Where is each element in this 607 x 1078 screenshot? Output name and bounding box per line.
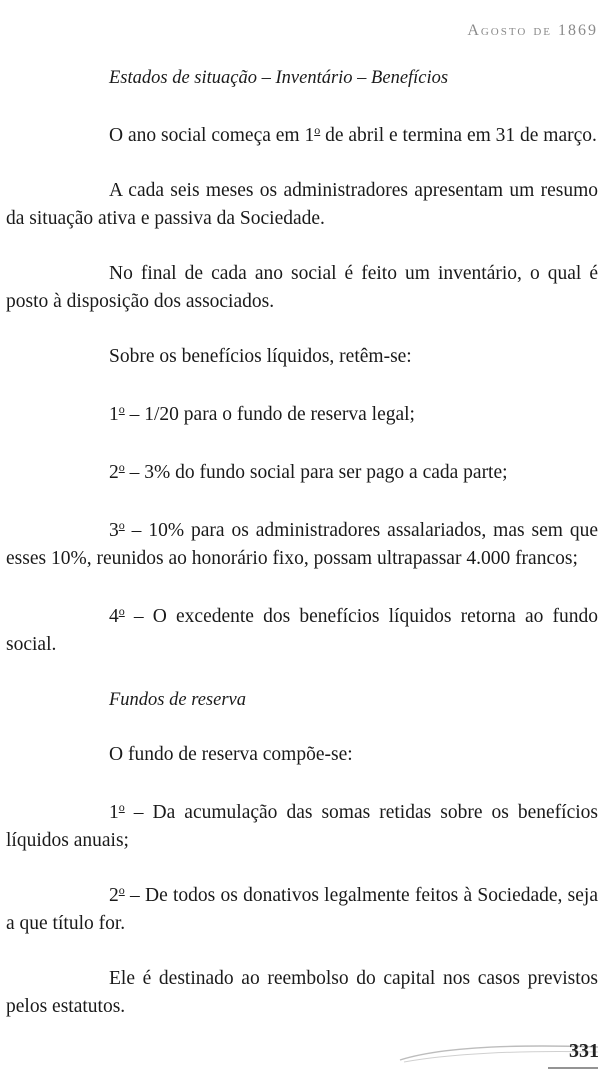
running-header: Agosto de 1869 (467, 22, 598, 39)
page-number: 331 (569, 1040, 599, 1062)
section-title: Estados de situação – Inventário – Benefícios (109, 68, 449, 88)
list-item: 4$^o$ – O excedente dos benefícios líquidos retorna ao fundo social. (6, 604, 598, 655)
list-item: 1$^o$ – Da acumulação das somas retidas sobre os benefícios líquidos anuais; (6, 800, 598, 851)
paragraph: A cada seis meses os administradores apresentam um resumo da situação ativa e passiva da Sociedade. (6, 180, 598, 229)
paragraph: No final de cada ano social é feito um inventário, o qual é posto à disposição dos associados. (6, 263, 598, 312)
list-item: 1$^o$ – 1/20 para o fundo de reserva legal; (109, 402, 415, 425)
paragraph: O ano social começa em 1$^o$ de abril e termina em 31 de março. (109, 123, 597, 146)
paragraph: O fundo de reserva compõe-se: (109, 744, 353, 765)
paragraph: Sobre os benefícios líquidos, retêm-se: (109, 346, 412, 367)
page-footer (398, 1038, 601, 1070)
page-body (6, 64, 598, 1021)
list-item: 2$^o$ – 3% do fundo social para ser pago a cada parte; (109, 460, 508, 483)
list-item: 3$^o$ – 10% para os administradores assalariados, mas sem que esses 10%, reunidos ao honorário fixo, possam ultrapassar 4.000 francos; (6, 518, 598, 569)
list-item: 2$^o$ – De todos os donativos legalmente feitos à Sociedade, seja a que título for. (6, 883, 598, 934)
section-title: Fundos de reserva (109, 690, 247, 710)
paragraph: Ele é destinado ao reembolso do capital nos casos previstos pelos estatutos. (6, 968, 598, 1017)
